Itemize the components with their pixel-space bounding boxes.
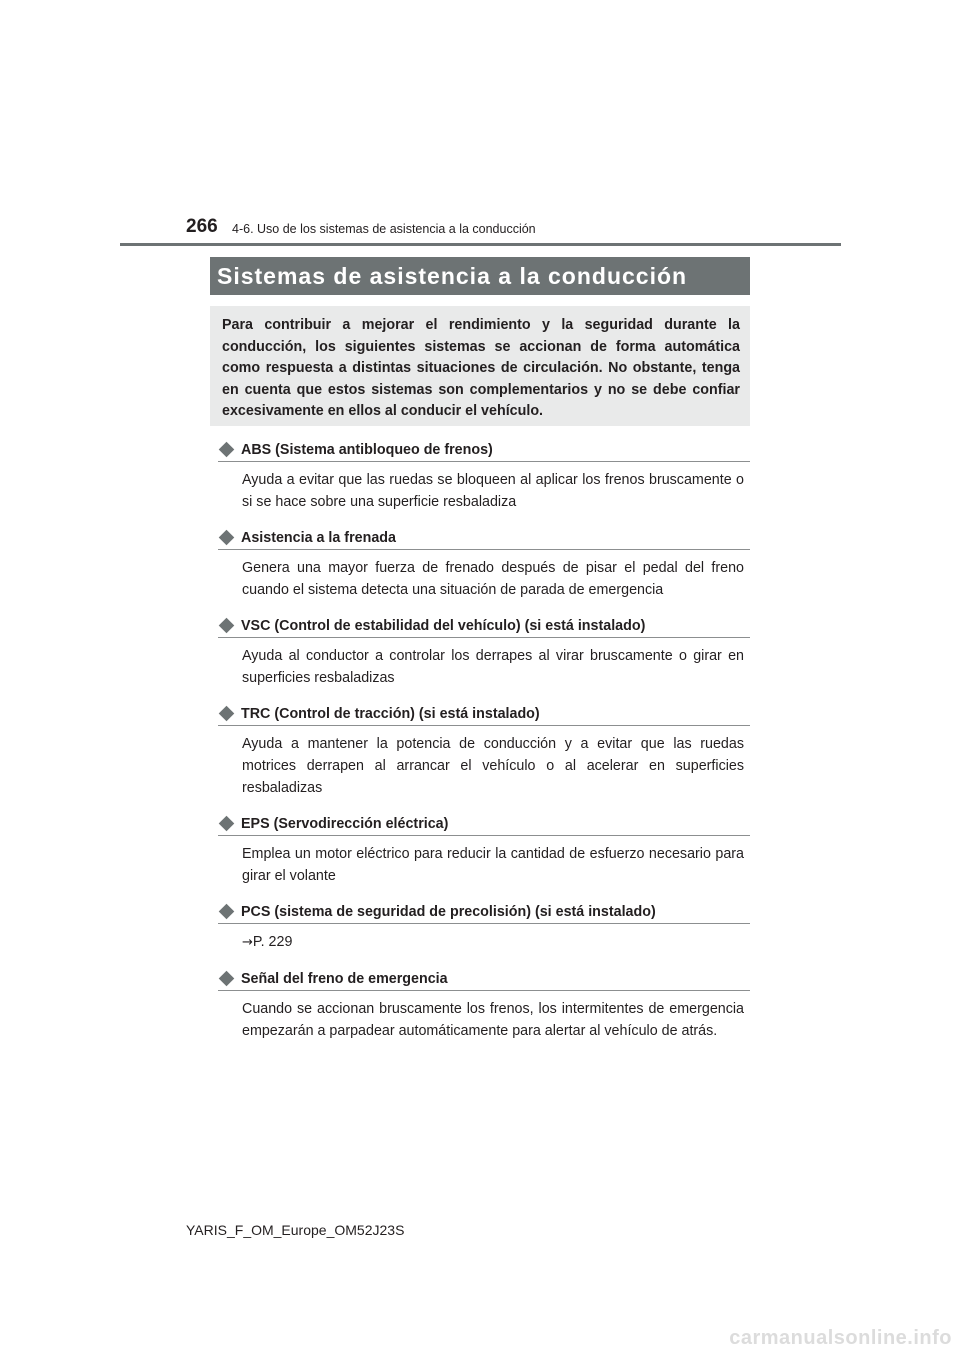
- list-item: [218, 528, 750, 601]
- item-description[interactable]: [242, 931, 744, 954]
- watermark: carmanualsonline.info: [729, 1327, 952, 1349]
- item-title: PCS (sistema de seguridad de precolisión) (si está instalado): [241, 903, 656, 920]
- title-bar: [210, 257, 750, 295]
- page-reference-link[interactable]: P. 229: [252, 934, 293, 950]
- item-description: Ayuda al conductor a controlar los derrapes al virar bruscamente o girar en superficies resbaladizas: [242, 648, 744, 686]
- diamond-bullet-icon: [219, 530, 235, 546]
- item-title: VSC (Control de estabilidad del vehículo) (si está instalado): [241, 617, 646, 634]
- item-heading: [218, 814, 750, 836]
- page-title: Sistemas de asistencia a la conducción: [217, 262, 688, 289]
- item-heading: [218, 616, 750, 638]
- item-heading: [218, 902, 750, 924]
- diamond-bullet-icon: [219, 816, 235, 832]
- header-rule: [120, 243, 841, 246]
- diamond-bullet-icon: [219, 706, 235, 722]
- section-label: 4-6. Uso de los sistemas de asistencia a la conducción: [232, 222, 536, 236]
- intro-text: Para contribuir a mejorar el rendimiento y la seguridad durante la conducción, los siguientes sistemas se accionan de forma automática como respuesta a distintas situaciones de circulación. No obstante, tenga en cuenta que estos sistemas son complementarios y no se debe confiar excesivamente en ellos al conducir el vehículo.: [222, 317, 740, 419]
- item-description: Ayuda a evitar que las ruedas se bloqueen al aplicar los frenos bruscamente o si se hace sobre una superficie resbaladiza: [242, 472, 744, 510]
- list-item: [218, 814, 750, 887]
- item-title: Señal del freno de emergencia: [241, 970, 448, 987]
- item-heading: [218, 440, 750, 462]
- item-title: EPS (Servodirección eléctrica): [241, 815, 449, 832]
- item-title: Asistencia a la frenada: [241, 529, 396, 546]
- diamond-bullet-icon: [219, 442, 235, 458]
- item-heading: [218, 704, 750, 726]
- list-item: [218, 440, 750, 513]
- list-item: [218, 902, 750, 954]
- item-description: Ayuda a mantener la potencia de conducción y a evitar que las ruedas motrices derrapen al arrancar el vehículo o al acelerar en superficies resbaladizas: [242, 736, 744, 796]
- list-item: [218, 616, 750, 689]
- item-heading: [218, 969, 750, 991]
- item-title: TRC (Control de tracción) (si está instalado): [241, 705, 540, 722]
- list-item: [218, 969, 750, 1042]
- list-item: [218, 704, 750, 799]
- item-list: [218, 440, 750, 1042]
- intro-box: [210, 306, 750, 426]
- page-number: 266: [186, 216, 218, 237]
- footer-document-code: YARIS_F_OM_Europe_OM52J23S: [186, 1222, 405, 1238]
- arrow-right-icon: →: [242, 935, 253, 950]
- item-description: Genera una mayor fuerza de frenado después de pisar el pedal del freno cuando el sistema detecta una situación de parada de emergencia: [242, 560, 744, 598]
- item-description: Cuando se accionan bruscamente los frenos, los intermitentes de emergencia empezarán a parpadear automáticamente para alertar al vehículo de atrás.: [242, 1001, 744, 1039]
- item-heading: [218, 528, 750, 550]
- diamond-bullet-icon: [219, 971, 235, 987]
- item-description: Emplea un motor eléctrico para reducir la cantidad de esfuerzo necesario para girar el volante: [242, 846, 744, 884]
- diamond-bullet-icon: [219, 618, 235, 634]
- item-title: ABS (Sistema antibloqueo de frenos): [241, 441, 493, 458]
- diamond-bullet-icon: [219, 904, 235, 920]
